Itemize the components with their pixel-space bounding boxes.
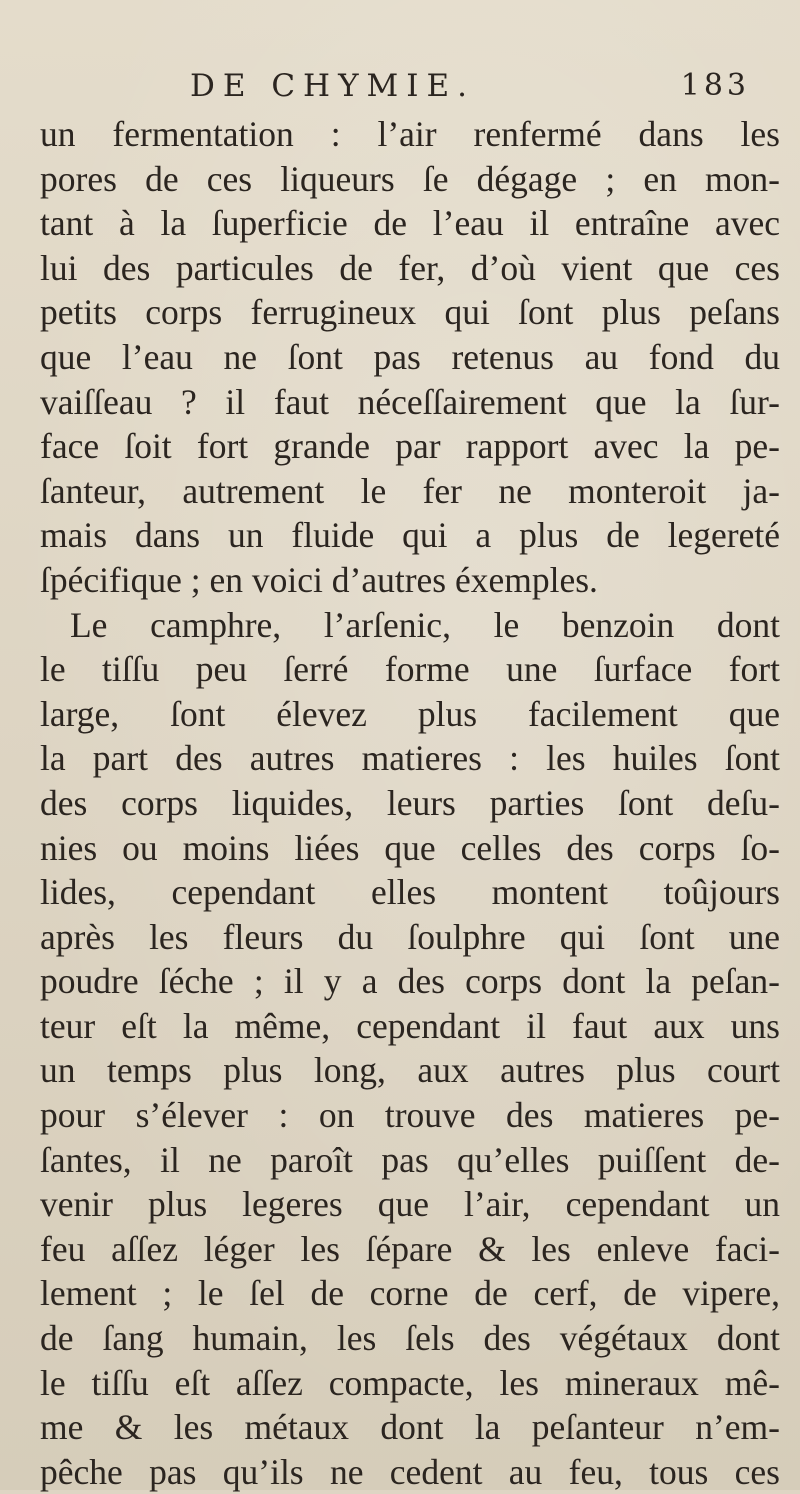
text-line: la part des autres matieres : les huiles ſont: [40, 738, 780, 779]
page-header: [190, 68, 750, 108]
text-line: pores de ces liqueurs ſe dégage ; en mon-: [40, 158, 780, 199]
text-line: lui des particules de fer, d’où vient que ces: [40, 247, 780, 288]
text-line: me & les métaux dont la peſanteur n’em-: [40, 1407, 780, 1448]
text-line: des corps liquides, leurs parties ſont deſu-: [40, 782, 780, 823]
text-line: mais dans un fluide qui a plus de legereté: [40, 515, 780, 556]
text-line: le tiſſu peu ſerré forme une ſurface fort: [40, 649, 780, 690]
text-line: après les fleurs du ſoulphre qui ſont une: [40, 916, 780, 957]
text-line: de ſang humain, les ſels des végétaux dont: [40, 1318, 780, 1359]
text-line: vaiſſeau ? il faut néceſſairement que la ſur-: [40, 381, 780, 422]
text-line: face ſoit fort grande par rapport avec la pe-: [40, 426, 780, 467]
text-line: Le camphre, l’arſenic, le benzoin dont: [70, 604, 780, 645]
text-line: tant à la ſuperficie de l’eau il entraîne avec: [40, 203, 780, 244]
text-line: large, ſont élevez plus facilement que: [40, 693, 780, 734]
text-line: lement ; le ſel de corne de cerf, de vipere,: [40, 1273, 780, 1314]
text-line: teur eſt la même, cependant il faut aux uns: [40, 1005, 780, 1046]
text-line: un temps plus long, aux autres plus court: [40, 1050, 780, 1091]
text-line: ſanteur, autrement le fer ne monteroit ja-: [40, 470, 780, 511]
text-line: un fermentation : l’air renfermé dans les: [40, 114, 780, 154]
text-line: petits corps ferrugineux qui ſont plus peſans: [40, 292, 780, 333]
text-line: feu aſſez léger les ſépare & les enleve faci-: [40, 1228, 780, 1269]
text-line: poudre ſéche ; il y a des corps dont la peſan-: [40, 961, 780, 1002]
text-line: le tiſſu eſt aſſez compacte, les mineraux mê-: [40, 1362, 780, 1403]
text-line: ſpécifique ; en voici d’autres éxemples.: [40, 559, 598, 600]
text-line: nies ou moins liées que celles des corps ſo-: [40, 827, 780, 868]
text-line: lides, cependant elles montent toûjours: [40, 872, 780, 913]
body-text: [40, 112, 780, 1494]
text-line: pour s’élever : on trouve des matieres pe-: [40, 1095, 780, 1136]
text-line: que l’eau ne ſont pas retenus au fond du: [40, 336, 780, 377]
page-number: 183: [680, 68, 750, 103]
text-line: ſantes, il ne paroît pas qu’elles puiſſent de-: [40, 1139, 780, 1180]
running-head: DE CHYMIE.: [190, 68, 476, 104]
text-line: pêche pas qu’ils ne cedent au feu, tous ces: [40, 1451, 780, 1492]
text-line: venir plus legeres que l’air, cependant un: [40, 1184, 780, 1225]
